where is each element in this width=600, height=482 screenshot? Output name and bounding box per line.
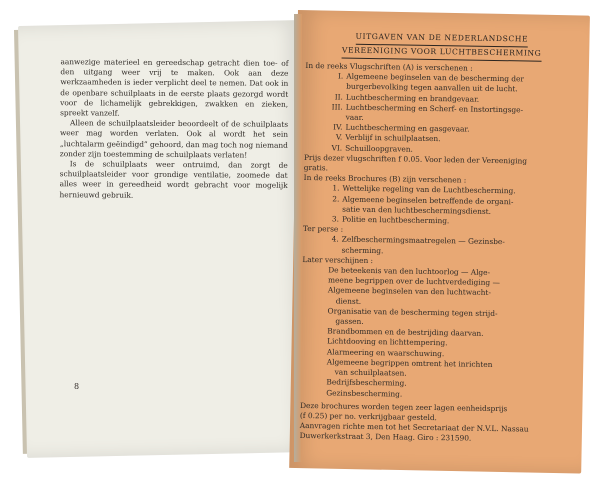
footer-line: Aanvragen richte men tot het Secretariaat der N.V.L. Nassau — [299, 421, 529, 434]
item-text: Wettelijke regeling van de Luchtbescherming. — [342, 184, 516, 196]
page-number: 8 — [74, 382, 80, 391]
left-page-text — [60, 57, 289, 201]
item-number: VI. — [331, 143, 343, 153]
brochures-list — [303, 183, 576, 228]
item-text: De beteekenis van den luchtoorlog — Alge- — [328, 265, 491, 277]
section-intro: Later verschijnen : — [302, 254, 374, 265]
right-page-text — [300, 30, 578, 446]
item-number: III. — [331, 102, 343, 112]
price-note: Prijs dezer vlugschriften f 0.05. Voor leden der Vereeniging — [303, 152, 528, 166]
item-text: Algemeene beginselen van de bescherming der — [346, 71, 525, 84]
item-text: Lichtdooving en lichttempering. — [327, 336, 448, 348]
item-text: Luchtbescherming en Scherf- en Instortingsge- — [345, 102, 524, 115]
item-number: 2. — [332, 194, 340, 204]
item-text: Luchtbescherming en gasgevaar. — [345, 122, 470, 134]
item-text: vaar. — [345, 112, 364, 122]
item-number: I. — [337, 71, 344, 81]
item-number: II. — [334, 92, 344, 102]
section-intro: In de reeks Vlugschriften (A) is verschenen : — [305, 60, 473, 73]
section-intro: Ter perse : — [302, 224, 344, 234]
item-number: IV. — [333, 122, 343, 132]
item-text: Algemeene beginselen betreffende de organi- — [342, 194, 514, 206]
left-paragraph: aanwezige materieel en gereedschap getracht dien toe- of den uitgang weer vrij te maken. Ook aan deze werkzaamheden is ieder verplicht deel te nemen. Dat ook in de openbare schuilplaats in de eerste plaats gezorgd wordt voor de lichamelijk gebrekkigen, zwakken en zieken, spreekt vanzelf. — [60, 57, 289, 118]
item-text: Algemeene begrippen omtrent het inrichten — [326, 357, 493, 369]
price-note: gratis. — [303, 163, 329, 173]
item-text: Organisatie van de bescherming tegen strijd- — [327, 306, 498, 318]
item-text: Algemeene beginselen van den luchtwacht- — [327, 285, 491, 298]
item-text: scherming. — [341, 245, 384, 255]
footer-line: Deze brochures worden tegen zeer lagen eenheidsprijs — [300, 400, 508, 413]
item-text: Gezinsbescherming. — [326, 387, 403, 399]
item-text: Zelfbeschermingsmaatregelen — Gezinsbe- — [341, 235, 505, 247]
footer-line: Duwerkerkstraat 3, Den Haag. Giro : 231590. — [299, 431, 472, 443]
item-number: V. — [335, 132, 343, 143]
vlugschriften-list — [304, 71, 577, 157]
footer-line: (f 0.25) per no. verkrijgbaar gesteld. — [299, 410, 438, 423]
later-list — [300, 265, 574, 402]
item-text: burgerbevolking tegen aanvallen uit de lucht. — [346, 82, 518, 94]
header-line: UITGAVEN VAN DE NEDERLANDSCHE — [355, 31, 528, 48]
item-number: 4. — [331, 234, 339, 244]
item-text: Verblijf in schuilplaatsen. — [345, 133, 441, 144]
left-paragraph: Is de schuilplaats weer ontruimd, dan zorgt de schuilplaatsleider voor grondige ventilatie, zoomede dat alles weer in gereedheid wordt gebracht voor mogelijk hernieuwd gebruik. — [59, 159, 288, 200]
item-text: dienst. — [335, 296, 362, 306]
left-paragraph: Alleen de schuilplaatsleider beoordeelt of de schuilplaats weer mag worden verlaten. Ook al wordt het sein „luchtalarm geëindigd” gehoord, dan mag toch nog niemand zonder zijn toestemming de schuilplaats verlaten! — [59, 118, 289, 160]
item-text: gassen. — [335, 316, 364, 327]
section-intro: In de reeks Brochures (B) zijn verschenen : — [303, 173, 467, 185]
footer-note — [300, 401, 573, 446]
publications-header — [306, 30, 578, 62]
item-text: Brandbommen en de bestrijding daarvan. — [327, 326, 484, 339]
item-text: Schuilloopgraven. — [345, 143, 413, 154]
item-text: van schuilplaatsen. — [334, 367, 407, 378]
item-text: Luchtbescherming en brandgevaar. — [345, 92, 480, 104]
item-text: Alarmeering en waarschuwing. — [326, 347, 445, 358]
item-text: Bedrijfsbescherming. — [326, 377, 407, 388]
header-line: VEREENIGING VOOR LUCHTBESCHERMING — [342, 45, 542, 62]
item-text: Politie en luchtbescherming. — [341, 214, 450, 226]
item-number: 1. — [332, 183, 340, 193]
item-text: meene begrippen over de luchtverdediging — — [328, 275, 500, 288]
item-number: 3. — [331, 214, 340, 224]
item-text: satie van den luchtbeschermingsdienst. — [342, 204, 492, 216]
